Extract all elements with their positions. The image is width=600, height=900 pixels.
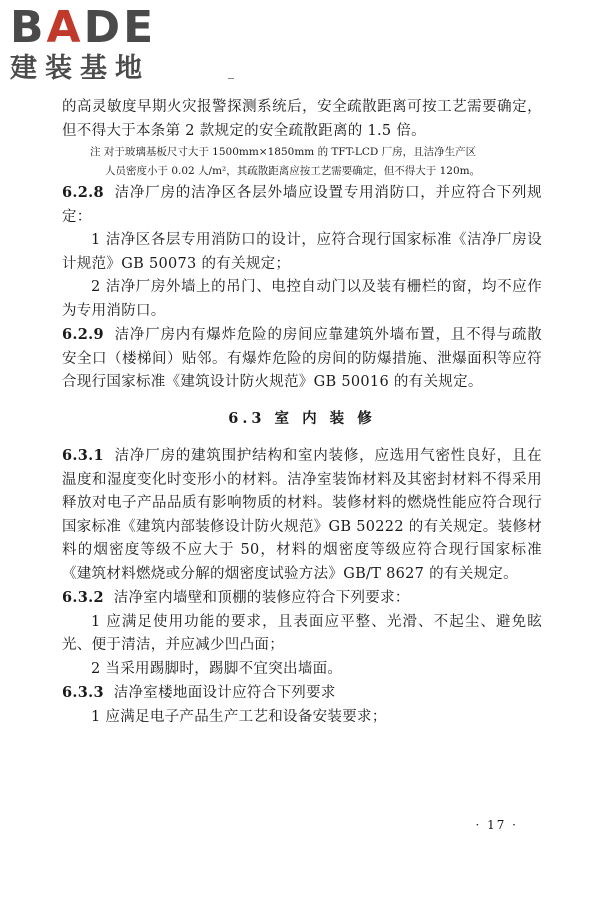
logo-letter-b: B xyxy=(10,2,47,53)
bade-logo xyxy=(10,4,180,84)
section-heading-6-3: 6.3 室 内 装 修 xyxy=(228,409,376,427)
clause-6-3-2 xyxy=(62,586,542,611)
logo-subtitle: 建装基地 xyxy=(10,53,150,84)
clause-text: 洁净厂房内有爆炸危险的房间应靠建筑外墙布置，且不得与疏散安全口（楼梯间）贴邻。有爆炸危险的房间的防爆措施、泄爆面积等应符合现行国家标准《建筑设计防火规范》GB 50016 的有关规定。 xyxy=(62,327,542,390)
clause-6-3-3-item-1: 1 应满足电子产品生产工艺和设备安装要求； xyxy=(91,708,387,725)
note-line-2: 人员密度小于 0.02 人/m²，其疏散距离应按工艺需要确定，但不得大于 120m。 xyxy=(105,165,481,177)
page-number: · 17 · xyxy=(475,818,518,832)
logo-wordmark xyxy=(10,4,180,52)
clause-6-2-8 xyxy=(62,181,542,229)
clause-6-2-8-item-2: 2 洁净厂房外墙上的吊门、电控自动门以及装有栅栏的窗，均不应作为专用消防口。 xyxy=(62,279,542,319)
clause-number: 6.3.3 xyxy=(62,684,104,701)
continued-paragraph: 的高灵敏度早期火灾报警探测系统后，安全疏散距离可按工艺需要确定，但不得大于本条第 2 款规定的安全疏散距离的 1.5 倍。 xyxy=(62,99,542,139)
clause-6-3-2-item-1: 1 应满足使用功能的要求，且表面应平整、光滑、不起尘、避免眩光、便于清洁，并应减少凹凸面； xyxy=(62,613,542,653)
clause-number: 6.2.8 xyxy=(62,184,104,201)
clause-6-2-9 xyxy=(62,323,542,395)
note-line-1: 注 对于玻璃基板尺寸大于 1500mm×1850mm 的 TFT-LCD 厂房，且洁净生产区 xyxy=(90,146,477,158)
clause-text: 洁净室楼地面设计应符合下列要求 xyxy=(113,685,336,701)
logo-letter-a: A xyxy=(46,2,84,53)
document-body xyxy=(62,96,542,729)
scan-mark xyxy=(228,78,234,79)
clause-6-3-2-item-2: 2 当采用踢脚时，踢脚不宜突出墙面。 xyxy=(91,660,343,677)
logo-letters-de: DE xyxy=(83,2,157,53)
clause-6-3-1 xyxy=(62,444,542,586)
clause-number: 6.3.1 xyxy=(62,447,104,464)
clause-number: 6.2.9 xyxy=(62,326,104,343)
clause-6-3-3 xyxy=(62,681,542,706)
clause-text: 洁净厂房的洁净区各层外墙应设置专用消防口，并应符合下列规定： xyxy=(62,185,542,225)
clause-6-2-8-item-1: 1 洁净区各层专用消防口的设计，应符合现行国家标准《洁净厂房设计规范》GB 50073 的有关规定； xyxy=(62,232,542,272)
clause-text: 洁净室内墙壁和顶棚的装修应符合下列要求： xyxy=(113,590,410,606)
clause-number: 6.3.2 xyxy=(62,589,104,606)
clause-text: 洁净厂房的建筑围护结构和室内装修，应选用气密性良好，且在温度和湿度变化时变形小的材料。洁净室装饰材料及其密封材料不得采用释放对电子产品品质有影响物质的材料。装修材料的燃烧性能应符合现行国家标准《建筑内部装修设计防火规范》GB 50222 的有关规定。装修材料的烟密度等级不应大于 50，材料的烟密度等级应符合现行国家标准《建筑材料燃烧或分解的烟密度试验方法》GB/T 8627 的有关规定。 xyxy=(62,448,542,582)
